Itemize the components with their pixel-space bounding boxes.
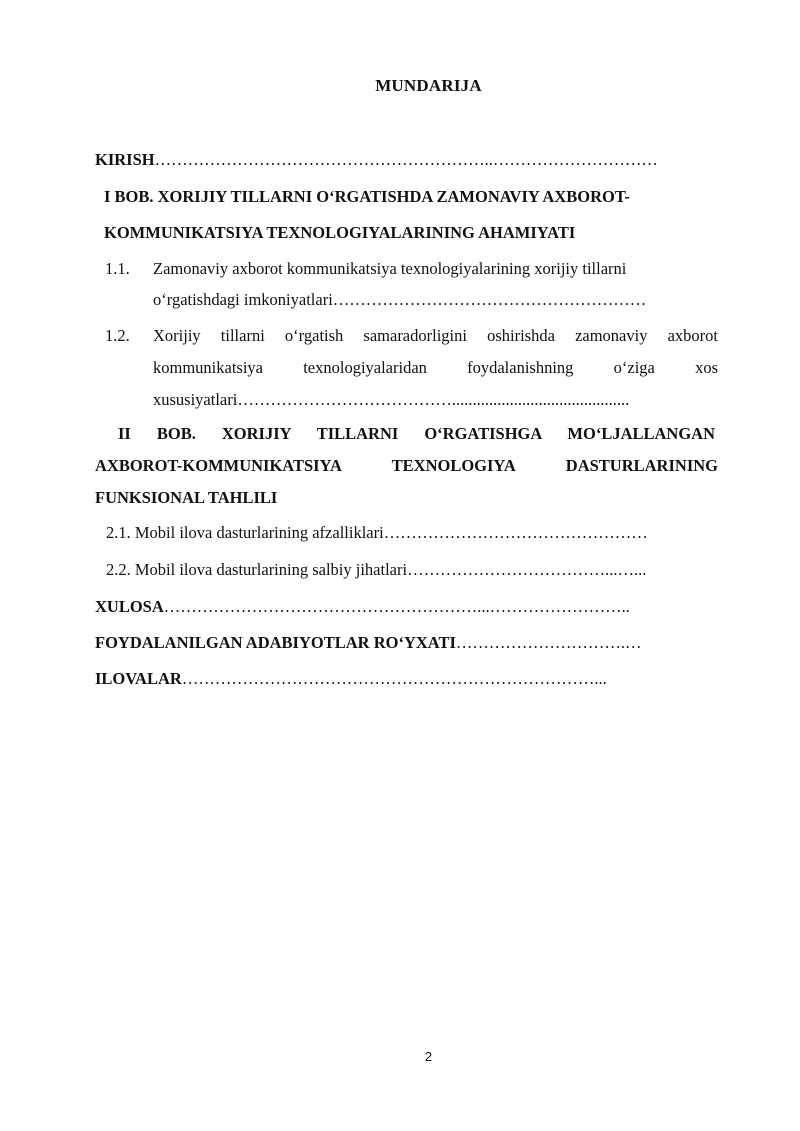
toc-label-ilovalar: ILOVALAR [95,669,182,688]
toc-chapter2-line2-wrap [95,456,718,476]
toc-leader-xulosa: …………………………………………………...…………………….. [163,597,630,616]
toc-label-xulosa: XULOSA [95,597,164,616]
page-title: MUNDARIJA [375,76,482,95]
toc-section-1-1-text: o‘rgatishdagi imkoniyatlari [153,290,333,309]
toc-entry-xulosa [95,597,630,617]
toc-entry-kirish [95,150,658,170]
page-number: 2 [424,1049,433,1064]
toc-section-1-2-line2-wrap [153,358,718,378]
toc-label-kirish: KIRISH [95,150,155,169]
toc-chapter1-line1: I BOB. XORIJIY TILLARNI O‘RGATISHDA ZAMONAVIY AXBOROT- [104,187,630,206]
toc-leader-adabiyotlar: ………………………….… [455,633,642,652]
toc-section-2-1-leader: ………………………………………… [383,523,648,542]
toc-entry-ilovalar [95,669,607,689]
toc-section-1-2-line2: kommunikatsiya texnologiyalaridan foydalanishning o‘ziga xos [153,358,718,377]
toc-chapter2-line2: AXBOROT-KOMMUNIKATSIYA TEXNOLOGIYA DASTURLARINING [95,456,718,475]
toc-chapter2-line1-wrap [118,424,715,444]
toc-chapter2-line1: II BOB. XORIJIY TILLARNI O‘RGATISHGA MO‘LJALLANGAN [118,424,715,443]
toc-section-1-2-line1-wrap [153,326,718,346]
toc-leader-kirish: ……………………………………………………..………………………… [154,150,658,169]
toc-chapter2-line3: FUNKSIONAL TAHLILI [95,488,278,507]
toc-section-2-2-leader: ………………………………...…... [407,560,647,579]
toc-section-2-2 [106,560,646,580]
toc-section-1-2-number: 1.2. [105,326,130,345]
toc-section-2-1-text: 2.1. Mobil ilova dasturlarining afzalliklari [106,523,384,542]
toc-entry-adabiyotlar [95,633,642,653]
toc-section-2-1 [106,523,648,543]
toc-chapter1-line2: KOMMUNIKATSIYA TEXNOLOGIYALARINING AHAMIYATI [104,223,576,242]
toc-section-2-2-text: 2.2. Mobil ilova dasturlarining salbiy jihatlari [106,560,408,579]
toc-section-1-2-line1: Xorijiy tillarni o‘rgatish samaradorligini oshirishda zamonaviy axborot [153,326,718,345]
toc-section-1-1-number: 1.1. [105,259,130,278]
toc-section-1-1-leader: ………………………………………………… [332,290,647,309]
toc-section-1-1-line2 [153,290,646,310]
toc-label-adabiyotlar: FOYDALANILGAN ADABIYOTLAR RO‘YXATI [95,633,456,652]
toc-section-1-2-line3 [153,390,629,410]
toc-leader-ilovalar: …………………………………………………………………... [181,669,607,688]
toc-section-1-2-text: xususiyatlari [153,390,238,409]
toc-section-1-1-line1: Zamonaviy axborot kommunikatsiya texnologiyalarining xorijiy tillarni [153,259,627,278]
toc-section-1-2-leader: …………………………………........................................... [237,390,630,409]
